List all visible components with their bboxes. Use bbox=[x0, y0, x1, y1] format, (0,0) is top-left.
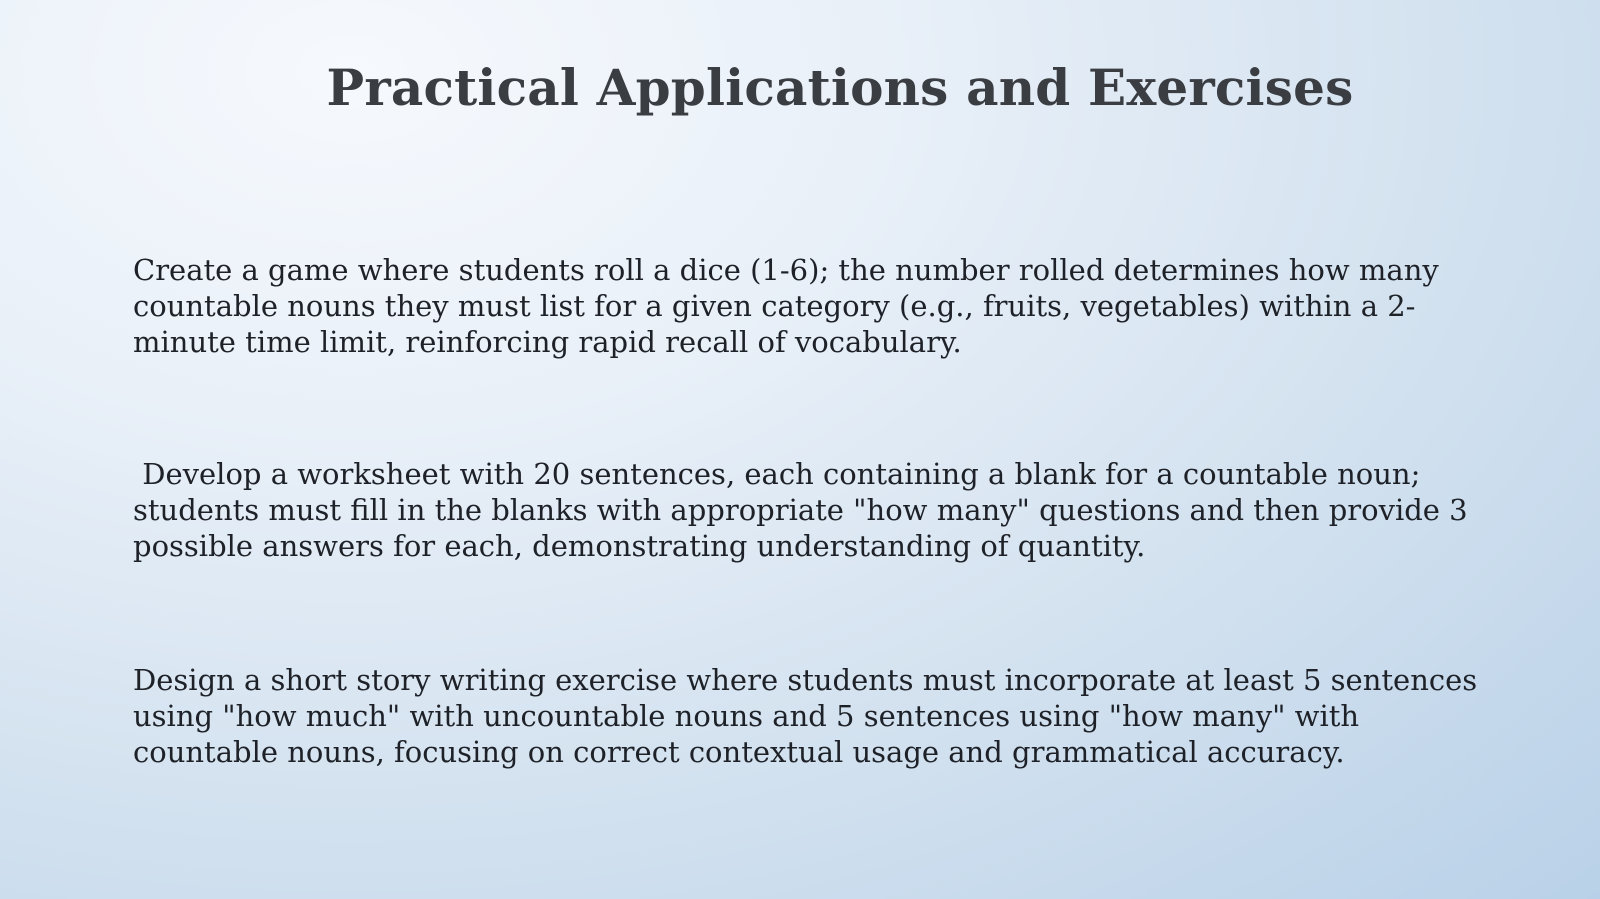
exercise-paragraph-1: Create a game where students roll a dice (1-6); the number rolled determines how many countable nouns they must list for a given category (e.g., fruits, vegetables) within a 2-minute time limit, reinforcing rapid recall of vocabulary. bbox=[133, 253, 1448, 359]
slide-title: Practical Applications and Exercises bbox=[326, 58, 1354, 117]
exercise-paragraph-2: Develop a worksheet with 20 sentences, each containing a blank for a countable noun; students must fill in the blanks with appropriate "how many" questions and then provide 3 possible answers for each, demonstrating understanding of quantity. bbox=[133, 457, 1477, 563]
exercise-paragraph-3: Design a short story writing exercise where students must incorporate at least 5 sentences using "how much" with uncountable nouns and 5 sentences using "how many" with countable nouns, focusing on correct contextual usage and grammatical accuracy. bbox=[133, 663, 1487, 769]
